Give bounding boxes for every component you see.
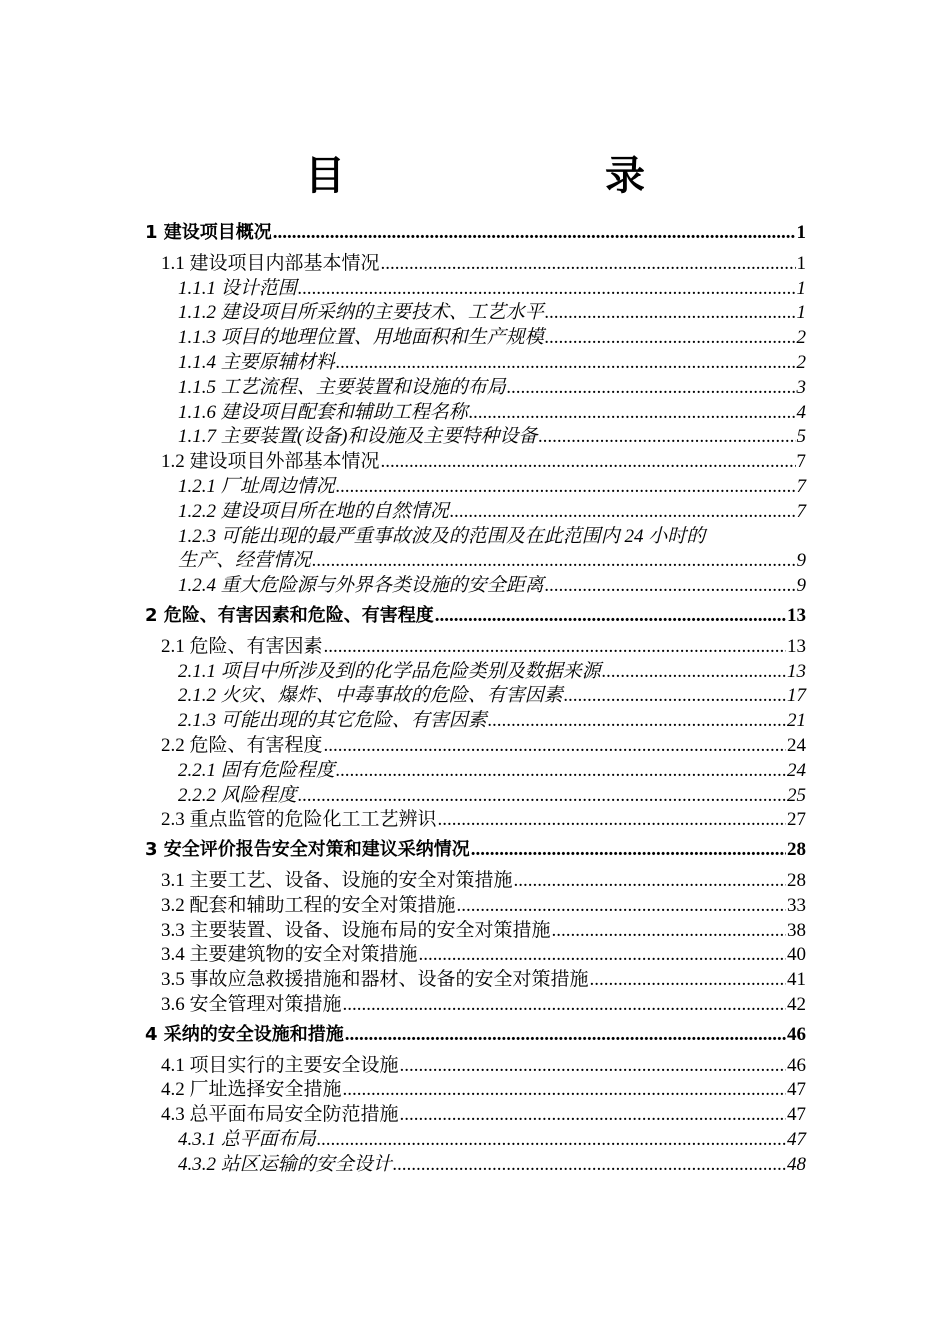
toc-page-number: 5 bbox=[796, 426, 806, 448]
toc-entry-text: 1.2.1 厂址周边情况 bbox=[178, 475, 335, 497]
toc-page-number: 13 bbox=[787, 604, 806, 626]
dot-leader bbox=[317, 1128, 786, 1153]
dot-leader bbox=[336, 351, 796, 376]
dot-leader bbox=[538, 425, 795, 450]
dot-leader bbox=[545, 326, 796, 351]
dot-leader bbox=[381, 252, 796, 277]
dot-leader bbox=[400, 1054, 786, 1079]
toc-entry-text: 4.3 总平面布局安全防范措施 bbox=[161, 1104, 399, 1126]
toc-entry[interactable] bbox=[145, 968, 806, 993]
toc-entry[interactable] bbox=[145, 943, 806, 968]
dot-leader bbox=[552, 919, 786, 944]
toc-page-number: 1 bbox=[796, 222, 806, 243]
toc-page-number: 9 bbox=[796, 550, 806, 572]
toc-page-number: 42 bbox=[787, 993, 806, 1015]
toc-page-number: 13 bbox=[787, 660, 806, 682]
toc-chapter-entry[interactable] bbox=[145, 1018, 806, 1054]
toc-chapter-entry[interactable] bbox=[145, 833, 806, 869]
toc-entry[interactable] bbox=[145, 1054, 806, 1079]
toc-entry[interactable] bbox=[145, 277, 806, 302]
toc-entry-text: 2 危险、有害因素和危险、有害程度 bbox=[145, 604, 434, 626]
toc-entry-text: 1.1.2 建设项目所采纳的主要技术、工艺水平 bbox=[178, 302, 544, 324]
toc-entry-text: 1.1 建设项目内部基本情况 bbox=[161, 252, 380, 274]
toc-page-number: 47 bbox=[787, 1079, 806, 1101]
toc-page-number: 38 bbox=[787, 919, 806, 941]
toc-entry-text: 2.1.3 可能出现的其它危险、有害因素 bbox=[178, 710, 487, 732]
toc-entry-text: 3.3 主要装置、设备、设施布局的安全对策措施 bbox=[161, 919, 551, 941]
toc-entry[interactable] bbox=[145, 450, 806, 475]
toc-entry[interactable] bbox=[145, 784, 806, 809]
toc-page-number: 1 bbox=[796, 277, 806, 299]
toc-page-number: 28 bbox=[787, 869, 806, 891]
toc-page-number: 1 bbox=[796, 302, 806, 324]
toc-page-number: 27 bbox=[787, 809, 806, 831]
dot-leader bbox=[336, 475, 796, 500]
toc-entry[interactable] bbox=[145, 475, 806, 500]
toc-entry[interactable] bbox=[145, 635, 806, 660]
toc-entry[interactable] bbox=[145, 869, 806, 894]
toc-entry-text: 3.4 主要建筑物的安全对策措施 bbox=[161, 944, 418, 966]
toc-entry-text: 1.2.2 建设项目所在地的自然情况 bbox=[178, 500, 449, 522]
toc-entry-text-line1: 1.2.3 可能出现的最严重事故波及的范围及在此范围内 24 小时的 bbox=[178, 525, 706, 547]
toc-entry[interactable] bbox=[145, 808, 806, 833]
toc-entry[interactable] bbox=[145, 734, 806, 759]
dot-leader bbox=[590, 968, 786, 993]
toc-entry-text: 4.2 厂址选择安全措施 bbox=[161, 1079, 342, 1101]
toc-entry-text: 生产、经营情况 bbox=[178, 550, 312, 572]
toc-page-number: 25 bbox=[787, 784, 806, 806]
toc-entry-text: 2.2 危险、有害程度 bbox=[161, 734, 323, 756]
toc-entry-text: 1 建设项目概况 bbox=[145, 222, 272, 243]
dot-leader bbox=[469, 401, 796, 426]
toc-entry-text: 1.1.3 项目的地理位置、用地面积和生产规模 bbox=[178, 327, 544, 349]
toc-entry-text: 4 采纳的安全设施和措施 bbox=[145, 1023, 344, 1045]
toc-entry[interactable] bbox=[145, 993, 806, 1018]
toc-page-number: 33 bbox=[787, 894, 806, 916]
dot-leader bbox=[419, 943, 786, 968]
toc-page-number: 40 bbox=[787, 944, 806, 966]
toc-entry-text: 2.1 危险、有害因素 bbox=[161, 635, 323, 657]
dot-leader bbox=[336, 759, 786, 784]
toc-page-number: 3 bbox=[796, 376, 806, 398]
toc-entry-text: 4.3.2 站区运输的安全设计 bbox=[178, 1153, 392, 1175]
toc-entry-text: 2.2.1 固有危险程度 bbox=[178, 759, 335, 781]
toc-entry-text: 1.1.5 工艺流程、主要装置和设施的布局 bbox=[178, 376, 506, 398]
dot-leader bbox=[393, 1153, 786, 1178]
toc-page-number: 47 bbox=[787, 1128, 806, 1150]
toc-entry-text: 3.1 主要工艺、设备、设施的安全对策措施 bbox=[161, 869, 513, 891]
dot-leader bbox=[400, 1103, 786, 1128]
toc-entry[interactable] bbox=[145, 574, 806, 599]
toc-entry-text: 3.2 配套和辅助工程的安全对策措施 bbox=[161, 894, 456, 916]
dot-leader bbox=[298, 277, 796, 302]
toc-page-number: 24 bbox=[787, 734, 806, 756]
toc-entry[interactable] bbox=[145, 376, 806, 401]
toc-entry[interactable] bbox=[145, 1128, 806, 1153]
toc-entry-text: 2.1.1 项目中所涉及到的化学品危险类别及数据来源 bbox=[178, 660, 601, 682]
toc-page-number: 7 bbox=[796, 500, 806, 522]
dot-leader bbox=[324, 734, 786, 759]
toc-entry-text: 2.2.2 风险程度 bbox=[178, 784, 297, 806]
toc-entry[interactable] bbox=[145, 1103, 806, 1128]
dot-leader bbox=[345, 1023, 786, 1048]
toc-entry[interactable] bbox=[145, 919, 806, 944]
toc-entry[interactable] bbox=[145, 1078, 806, 1103]
toc-chapter-entry[interactable] bbox=[145, 216, 806, 252]
toc-entry[interactable] bbox=[145, 684, 806, 709]
toc-page-number: 7 bbox=[796, 451, 806, 473]
dot-leader bbox=[438, 808, 786, 833]
toc-entry-text: 2.3 重点监管的危险化工工艺辨识 bbox=[161, 809, 437, 831]
dot-leader bbox=[545, 574, 796, 599]
table-of-contents bbox=[145, 216, 806, 1177]
dot-leader bbox=[381, 450, 796, 475]
toc-page-number: 47 bbox=[787, 1104, 806, 1126]
toc-entry[interactable] bbox=[145, 1153, 806, 1178]
toc-entry[interactable] bbox=[145, 894, 806, 919]
toc-title: 目 录 bbox=[305, 153, 705, 199]
dot-leader bbox=[471, 838, 786, 863]
toc-page-number: 48 bbox=[787, 1153, 806, 1175]
toc-entry-text: 1.1.4 主要原辅材料 bbox=[178, 351, 335, 373]
toc-entry-text: 2.1.2 火灾、爆炸、中毒事故的危险、有害因素 bbox=[178, 685, 563, 707]
toc-entry-text: 3 安全评价报告安全对策和建议采纳情况 bbox=[145, 839, 470, 861]
dot-leader bbox=[298, 784, 786, 809]
dot-leader bbox=[435, 604, 786, 629]
toc-entry[interactable] bbox=[145, 401, 806, 426]
dot-leader bbox=[324, 635, 786, 660]
toc-entry[interactable] bbox=[145, 660, 806, 685]
toc-page-number: 9 bbox=[796, 575, 806, 597]
dot-leader bbox=[343, 993, 786, 1018]
dot-leader bbox=[488, 709, 786, 734]
toc-page-number: 2 bbox=[796, 327, 806, 349]
toc-entry[interactable] bbox=[145, 759, 806, 784]
toc-entry[interactable] bbox=[145, 525, 806, 575]
dot-leader bbox=[457, 894, 786, 919]
toc-page-number: 41 bbox=[787, 969, 806, 991]
dot-leader bbox=[312, 549, 795, 574]
toc-entry[interactable] bbox=[145, 425, 806, 450]
dot-leader bbox=[507, 376, 796, 401]
toc-page-number: 28 bbox=[787, 839, 806, 861]
toc-entry-text: 4.1 项目实行的主要安全设施 bbox=[161, 1054, 399, 1076]
toc-entry[interactable] bbox=[145, 709, 806, 734]
toc-entry-text: 3.5 事故应急救援措施和器材、设备的安全对策措施 bbox=[161, 969, 589, 991]
toc-entry-text: 1.1.1 设计范围 bbox=[178, 277, 297, 299]
dot-leader bbox=[564, 684, 786, 709]
toc-entry[interactable] bbox=[145, 252, 806, 277]
toc-entry-text: 1.2 建设项目外部基本情况 bbox=[161, 451, 380, 473]
toc-chapter-entry[interactable] bbox=[145, 599, 806, 635]
toc-entry-text: 3.6 安全管理对策措施 bbox=[161, 993, 342, 1015]
toc-page-number: 1 bbox=[796, 252, 806, 274]
dot-leader bbox=[514, 869, 786, 894]
toc-entry-text: 1.1.7 主要装置(设备)和设施及主要特种设备 bbox=[178, 426, 538, 448]
toc-entry[interactable] bbox=[145, 500, 806, 525]
toc-entry-text: 1.1.6 建设项目配套和辅助工程名称 bbox=[178, 401, 468, 423]
toc-page-number: 24 bbox=[787, 759, 806, 781]
toc-entry[interactable] bbox=[145, 301, 806, 326]
dot-leader bbox=[343, 1078, 786, 1103]
dot-leader bbox=[602, 660, 786, 685]
toc-entry[interactable] bbox=[145, 351, 806, 376]
toc-page-number: 46 bbox=[787, 1023, 806, 1045]
dot-leader bbox=[545, 301, 796, 326]
toc-entry-text: 1.2.4 重大危险源与外界各类设施的安全距离 bbox=[178, 575, 544, 597]
toc-page-number: 4 bbox=[796, 401, 806, 423]
toc-page-number: 17 bbox=[787, 685, 806, 707]
toc-page-number: 46 bbox=[787, 1054, 806, 1076]
dot-leader bbox=[273, 221, 796, 246]
toc-page-number: 2 bbox=[796, 351, 806, 373]
toc-page-number: 13 bbox=[787, 635, 806, 657]
toc-entry[interactable] bbox=[145, 326, 806, 351]
toc-page-number: 21 bbox=[787, 710, 806, 732]
toc-page-number: 7 bbox=[796, 475, 806, 497]
toc-entry-text: 4.3.1 总平面布局 bbox=[178, 1128, 316, 1150]
dot-leader bbox=[450, 500, 796, 525]
